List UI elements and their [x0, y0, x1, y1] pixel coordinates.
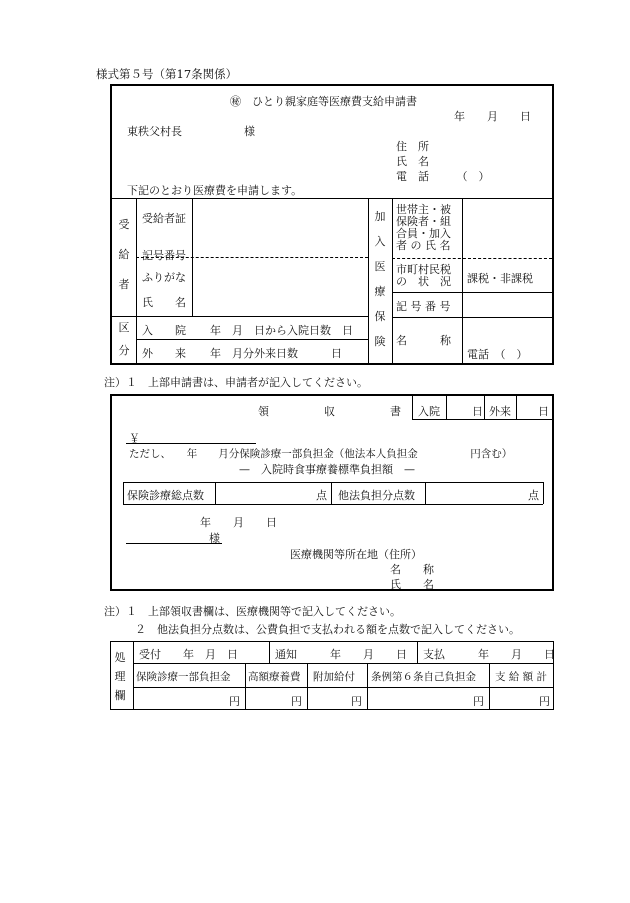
applicant-phone: 電 話 （ ）: [396, 170, 490, 183]
phone-field: 電話 （ ）: [467, 348, 528, 361]
recipient-honorific: 様: [244, 125, 255, 138]
yen-4: 円: [473, 695, 484, 708]
note-applicant: 注）１ 上部申請書は、申請者が記入してください。: [104, 376, 368, 389]
col-high-cost: 高額療養費: [248, 671, 301, 683]
tax-status-value: 課税・非課税: [467, 272, 533, 285]
inpatient-days-unit: 日: [472, 405, 483, 418]
insured-head-label: 世帯主・被 保険者・組 合員・加入 者 の 氏 名: [396, 203, 451, 252]
application-form: [110, 84, 554, 365]
insurance-label: 加 入 医 療 保 険: [374, 210, 386, 348]
received-date: 受付 年 月 日: [139, 648, 238, 661]
applicant-name: 氏 名: [396, 155, 429, 168]
col-total: 支 給 額 計: [495, 671, 548, 683]
outpatient-detail: 年 月分外来日数 日: [210, 347, 342, 360]
outpatient-label: 外 来: [142, 347, 186, 360]
institution-name: 名 称: [390, 563, 434, 576]
receipt-honorific: 様: [209, 532, 220, 545]
institution-address-label: 医療機関等所在地（住所）: [290, 548, 422, 561]
other-points-unit: 点: [528, 489, 539, 502]
institution-person: 氏 名: [390, 578, 434, 591]
outpatient-box-label: 外来: [489, 405, 511, 418]
tadashi-text: ただし、 年 月分保険診療一部負担金（他法本人負担金 円含む）: [129, 448, 513, 460]
yen-1: 円: [229, 695, 240, 708]
cert-label: 受給者証: [142, 212, 186, 225]
note-receipt-1: 注）１ 上部領収書欄は、医療機関等で記入してください。: [104, 605, 401, 618]
yen-2: 円: [291, 695, 302, 708]
receipt-date: 年 月 日: [200, 516, 277, 529]
kubun-label: 区 分: [118, 321, 130, 357]
other-points-label: 他法負担分点数: [338, 489, 415, 502]
outpatient-days-unit: 日: [538, 405, 549, 418]
notice-date: 通知 年 月 日: [275, 648, 407, 661]
note-receipt-2: ２ 他法負担分点数は、公費負担で支払われる額を点数で記入してください。: [135, 623, 520, 636]
intro-text: 下記のとおり医療費を申請します。: [127, 184, 303, 197]
inpatient-label: 入 院: [142, 324, 186, 337]
inpatient-detail: 年 月 日から入院日数 日: [210, 324, 353, 337]
furigana-label: ふりがな: [142, 271, 186, 284]
col-copay: 保険診療一部負担金: [136, 671, 231, 683]
yen-5: 円: [539, 695, 550, 708]
col-additional: 附加給付: [313, 671, 355, 683]
recipient-mayor: 東秩父村長: [127, 125, 182, 138]
tax-status-label: 市町村民税 の 状 況: [396, 263, 451, 288]
total-points-unit: 点: [316, 489, 327, 502]
applicant-address: 住 所: [396, 140, 429, 153]
name-label: 氏 名: [142, 296, 186, 309]
total-points-label: 保険診療総点数: [127, 489, 204, 502]
processing-table: [110, 641, 554, 710]
institution-name-label: 名 称: [396, 334, 451, 347]
recipient-label: 受 給 者: [118, 218, 130, 291]
processing-label: 処 理 欄: [114, 651, 126, 702]
cert-number-label: 記号番号: [142, 249, 186, 262]
yen-mark: ￥: [129, 432, 140, 445]
receipt-form: [110, 394, 554, 591]
yen-3: 円: [351, 695, 362, 708]
application-title: ㊙ ひとり親家庭等医療費支給申請書: [230, 95, 417, 108]
receipt-title: 領 収 書: [258, 405, 401, 418]
application-date: 年 月 日: [454, 110, 531, 123]
inpatient-box-label: 入院: [418, 405, 440, 418]
payment-date: 支払 年 月 日: [423, 648, 555, 661]
symbol-number-label: 記 号 番 号: [396, 300, 451, 313]
col-ordinance: 条例第６条自己負担金: [371, 671, 476, 683]
form-number: 様式第５号（第17条関係）: [96, 67, 238, 81]
meal-cost-text: — 入院時食事療養標準負担額 —: [239, 463, 415, 476]
